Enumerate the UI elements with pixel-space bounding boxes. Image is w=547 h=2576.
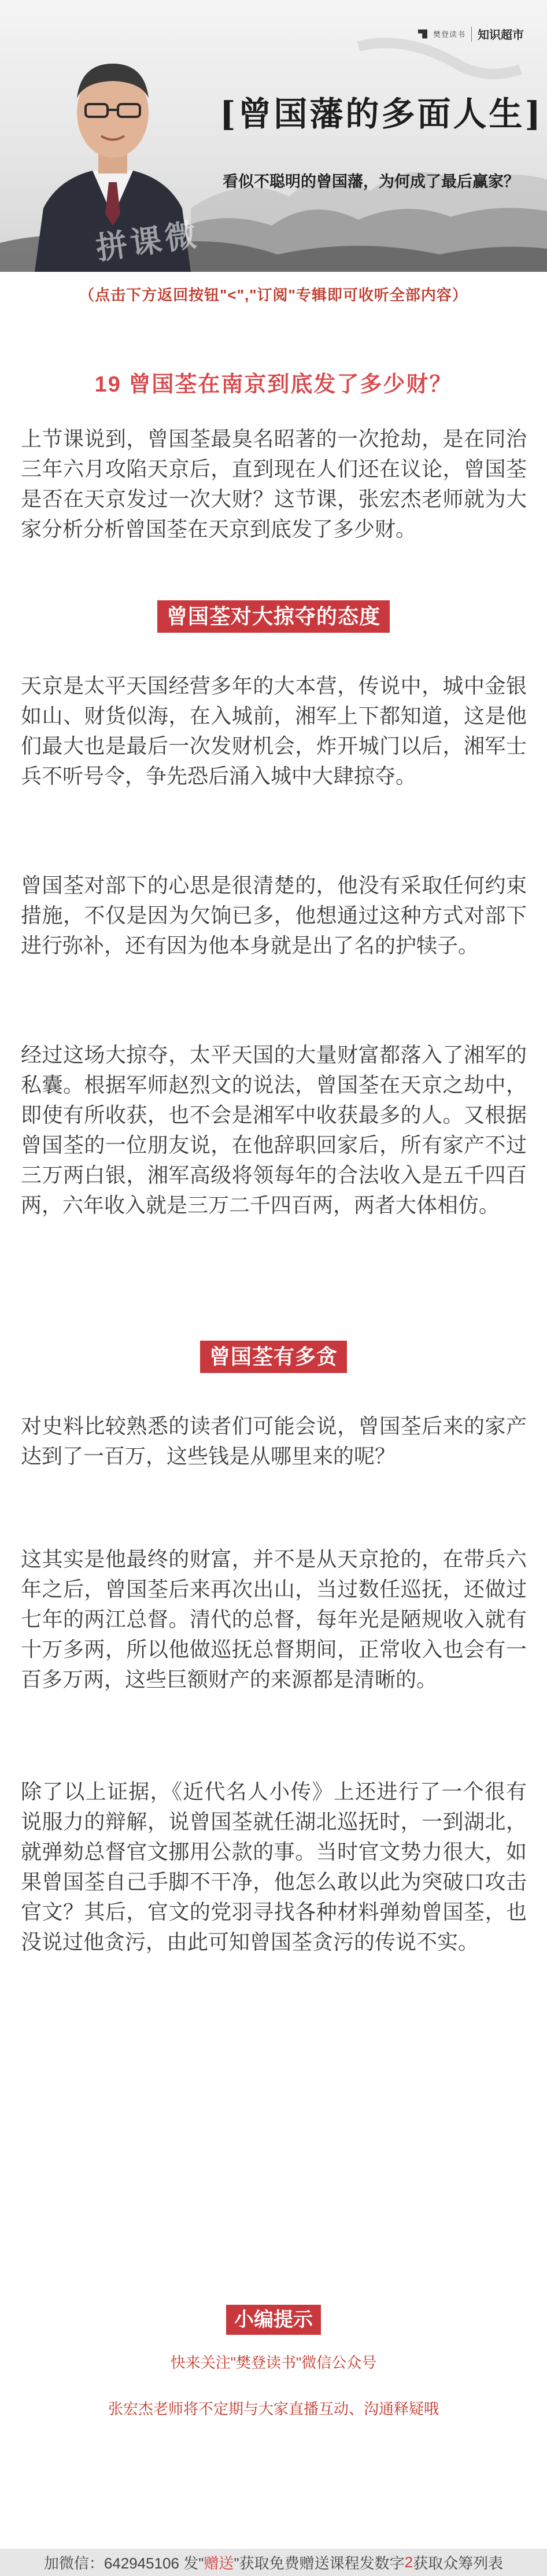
editor-tips-heading — [0, 2305, 547, 2335]
section-heading-label: 曾国荃有多贪 — [200, 1341, 347, 1373]
brand-bar — [418, 25, 524, 42]
follow-account-text: 快来关注"樊登读书"微信公众号 — [170, 2354, 377, 2371]
footer-text-2: "获取免费赠送课程发数字 — [234, 2555, 405, 2572]
editor-tips-label: 小编提示 — [226, 2305, 321, 2335]
banner-subtitle: 看似不聪明的曾国藩，为何成了最后赢家？ — [223, 173, 519, 191]
paragraph-plunder-3: 经过这场大掠夺，太平天国的大量财富都落入了湘军的私囊。根据军师赵烈文的说法，曾国荃在天京之劫中，即使有所收获，也不会是湘军中收获最多的人。又根据曾国荃的一位朋友说，在他辞职回家后，所有家产不过三万两白银，湘军高级将领每年的合法收入是五千四百两，六年收入就是三万二千四百两，两者大体相仿。 — [21, 1043, 527, 1217]
paragraph-greedy-2: 这其实是他最终的财富，并不是从天京抢的，在带兵六年之后，曾国荃后来再次出山，当过数任巡抚，还做过七年的两江总督。清代的总督，每年光是陋规收入就有十万多两，所以他做巡抚总督期间，正常收入也会有一百多万两，这些巨额财产的来源都是清晰的。 — [21, 1547, 527, 1691]
live-interaction-text: 张宏杰老师将不定期与大家直播互动、沟通释疑哦 — [108, 2400, 439, 2418]
section-heading-plunder-attitude — [0, 600, 547, 633]
footer-bar — [0, 2549, 547, 2576]
section-heading-label: 曾国荃对大掠夺的态度 — [157, 600, 390, 633]
footer-text-1: 加微信：642945106 发" — [43, 2555, 204, 2572]
watermark-text: 拼课微 — [94, 217, 202, 267]
paragraph-greedy-3: 除了以上证据，《近代名人小传》上还进行了一个很有说服力的辩解，说曾国荃就任湖北巡抚时，一到湖北，就弹劾总督官文挪用公款的事。当时官文势力很大，如果曾国荃自己手脚不干净，他怎么敢以此为突破口攻击官文？其后，官文的党羽寻找各种材料弹劾曾国荃，也没说过他贪污，由此可知曾国荃贪污的传说不实。 — [21, 1780, 527, 1954]
banner-title: [曾国藩的多面人生] — [220, 94, 543, 134]
footer-text-3: 获取众筹列表 — [413, 2555, 504, 2572]
paragraph-plunder-1: 天京是太平天国经营多年的大本营，传说中，城中金银如山、财货似海，在入城前，湘军上下都知道，这是他们最大也是最后一次发财机会，炸开城门以后，湘军士兵不听号令，争先恐后涌入城中大肆掠夺。 — [21, 674, 527, 788]
intro-paragraph: 上节课说到，曾国荃最臭名昭著的一次抢劫，是在同治三年六月攻陷天京后，直到现在人们还在议论，曾国荃是否在天京发过一次大财？这节课，张宏杰老师就为大家分析分析曾国荃在天京到底发了多少财。 — [21, 427, 527, 541]
brand-stamp: 知识超市 — [478, 28, 524, 42]
return-hint: （点击下方返回按钮"<","订阅"专辑即可收听全部内容） — [79, 286, 468, 304]
section-heading-how-greedy — [0, 1341, 547, 1373]
footer-keyword-gift: 赠送 — [204, 2555, 234, 2572]
brand-divider — [471, 27, 472, 42]
brand-logo-icon — [418, 29, 427, 39]
footer-keyword-number: 2 — [404, 2553, 413, 2571]
brand-name: 樊登读书 — [433, 30, 465, 39]
paragraph-greedy-1: 对史料比较熟悉的读者们可能会说，曾国荃后来的家产达到了一百万，这些钱是从哪里来的呢？ — [21, 1414, 527, 1468]
header-banner — [0, 0, 547, 272]
lesson-title: 19 曾国荃在南京到底发了多少财？ — [94, 372, 453, 397]
paragraph-plunder-2: 曾国荃对部下的心思是很清楚的，他没有采取任何约束措施，不仅是因为欠饷已多，他想通过这种方式对部下进行弥补，还有因为他本身就是出了名的护犊子。 — [21, 873, 527, 957]
